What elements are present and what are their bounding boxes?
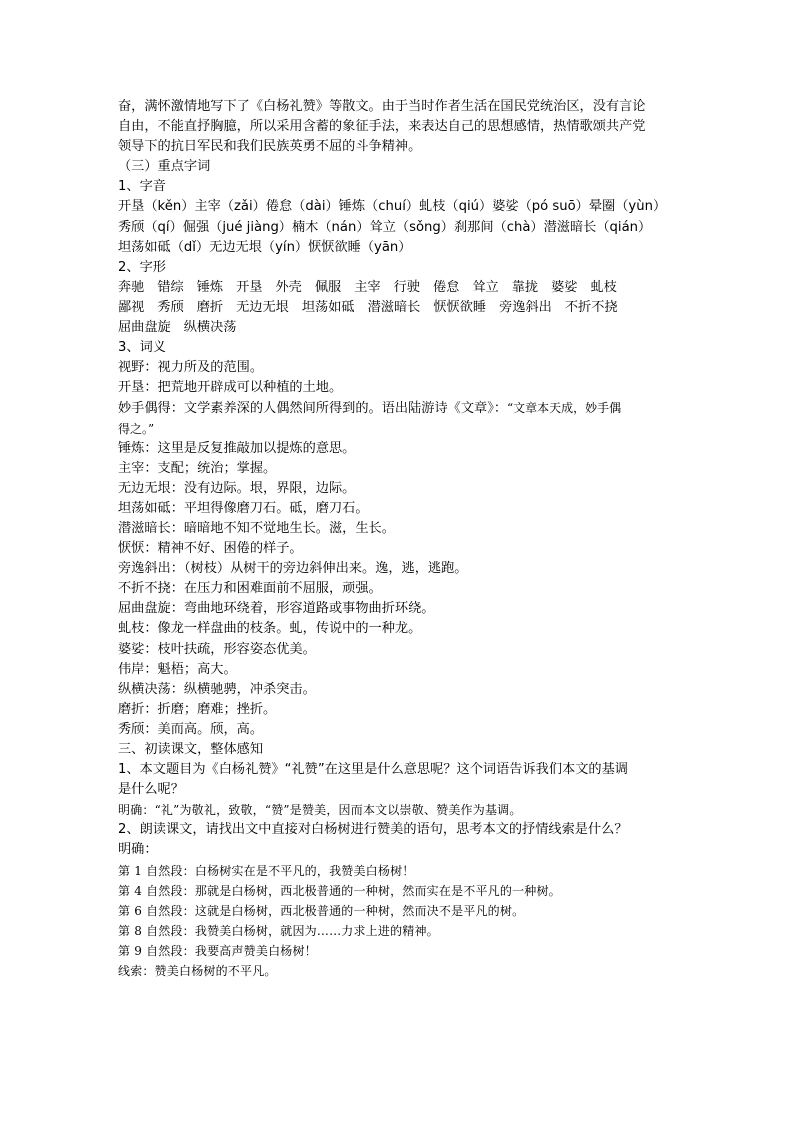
glyph-word: 潜滋暗长: [367, 299, 421, 315]
subheading-pronunciation: 1、字音: [118, 179, 166, 195]
answer-2-label: 明确：: [118, 842, 158, 858]
meaning-entry: 无边无垠：没有边际。垠，界限，边际。: [118, 480, 356, 496]
glyph-word: 纵横决荡: [183, 320, 237, 336]
glyph-word: 旁逸斜出: [499, 299, 552, 315]
glyph-word: 坦荡如砥: [301, 299, 355, 315]
meaning-entry: 坦荡如砥：平坦得像磨刀石。砥，磨刀石。: [118, 500, 369, 516]
glyph-word: 行驶: [393, 279, 420, 295]
meaning-entry: 旁逸斜出：（树枝）从树干的旁边斜伸出来。逸，逃，逃跑。: [118, 561, 468, 577]
subheading-meanings: 3、词义: [118, 340, 166, 356]
meaning-entry: 开垦：把荒地开辟成可以种植的土地。: [118, 380, 343, 396]
meaning-entry: 恹恹：精神不好、困倦的样子。: [118, 541, 303, 557]
pronunciation-line: 开垦（kěn）主宰（zǎi）倦怠（dài）锤炼（chuí）虬枝（qiú）婆娑（pó suō）晕圈（yùn）: [118, 199, 667, 215]
meaning-entry: 不折不挠：在压力和困难面前不屈服，顽强。: [118, 581, 382, 597]
glyph-word: 主宰: [354, 279, 381, 295]
glyph-row: [118, 298, 684, 318]
answer-1: 明确：“礼”为敬礼，致敬，“赞”是赞美，因而本文以崇敬、赞美作为基调。: [118, 803, 522, 818]
section-heading: 三、初读课文，整体感知: [118, 742, 264, 757]
glyph-word: 无边无垠: [236, 299, 289, 315]
section-heading: （三）重点字词: [118, 159, 211, 175]
poem-quote: “文章本天成，妙手偶: [507, 401, 622, 416]
meaning-entry: 潜滋暗长：暗暗地不知不觉地生长。滋，生长。: [118, 520, 395, 536]
pronunciation-line: 坦荡如砥（dǐ）无边无垠（yín）恹恹欲睡（yān）: [118, 239, 412, 255]
question-2: 2、朗读课文，请找出文中直接对白杨树进行赞美的语句，思考本文的抒情线索是什么？: [118, 822, 628, 838]
question-1-continued: 是什么呢？: [118, 782, 184, 798]
meaning-entry: 主宰：支配；统治；掌握。: [118, 460, 277, 476]
glyph-row: [118, 318, 684, 338]
meaning-text: 妙手偶得：文学素养深的人偶然间所得到的。语出陆游诗《文章》：: [118, 401, 508, 417]
paragraph-quote: 第 9 自然段：我要高声赞美白杨树！: [118, 943, 317, 958]
paragraph-quote: 第 6 自然段：这就是白杨树，西北极普通的一种树，然而决不是平凡的树。: [118, 903, 525, 918]
meaning-entry: 视野：视力所及的范围。: [118, 360, 264, 376]
meaning-entry: 纵横决荡：纵横驰骋，冲杀突击。: [118, 681, 316, 697]
document-page: [118, 97, 684, 981]
glyph-word: 磨折: [196, 299, 224, 315]
glyph-word: 恹恹欲睡: [433, 299, 487, 315]
poem-quote-continued: 得之。”: [118, 421, 155, 436]
meaning-entry: 婆娑：枝叶扶疏，形容姿态优美。: [118, 641, 316, 657]
intro-line: 奋，满怀激情地写下了《白杨礼赞》等散文。由于当时作者生活在国民党统治区，没有言论: [118, 99, 646, 114]
glyph-row: [118, 278, 684, 298]
glyph-word: 秀颀: [157, 299, 184, 315]
glyph-word: 婆娑: [551, 279, 578, 295]
paragraph-quote: 第 1 自然段：白杨树实在是不平凡的，我赞美白杨树！: [118, 863, 415, 878]
glyph-word: 开垦: [236, 279, 263, 295]
meaning-entry: 屈曲盘旋：弯曲地环绕着，形容道路或事物曲折环绕。: [118, 601, 435, 617]
glyph-word: 佩服: [314, 279, 342, 295]
meaning-entry: 虬枝：像龙一样盘曲的枝条。虬，传说中的一种龙。: [118, 621, 422, 637]
meaning-entry: 磨折：折磨；磨难；挫折。: [118, 701, 277, 717]
intro-line: 领导下的抗日军民和我们民族英勇不屈的斗争精神。: [118, 139, 422, 155]
glyph-word: 倦怠: [433, 279, 460, 295]
paragraph-quote: 第 4 自然段：那就是白杨树，西北极普通的一种树，然而实在是不平凡的一种树。: [118, 883, 561, 898]
question-1: 1、本文题目为《白杨礼赞》“礼赞”在这里是什么意思呢？这个词语告诉我们本文的基调: [118, 762, 628, 778]
meaning-entry: 伟岸：魁梧；高大。: [118, 661, 237, 677]
meaning-entry: 锤炼：这里是反复推敲加以提炼的意思。: [118, 440, 356, 456]
glyph-word: 锤炼: [196, 279, 224, 295]
meaning-entry: 秀颀：美而高。颀，高。: [118, 721, 264, 737]
meaning-entry: [118, 398, 684, 418]
glyph-word: 屈曲盘旋: [118, 320, 171, 336]
subheading-glyphs: 2、字形: [118, 259, 166, 275]
pronunciation-line: 秀颀（qí）倔强（jué jiàng）楠木（nán）耸立（sǒng）刹那间（chà）潜滋暗长（qián）: [118, 219, 652, 235]
glyph-word: 外壳: [275, 279, 302, 295]
glyph-word: 耸立: [472, 279, 499, 295]
glyph-word: 奔驰: [118, 279, 145, 295]
glyph-word: 鄙视: [118, 299, 145, 315]
glyph-word: 靠拢: [511, 279, 539, 295]
paragraph-quote: 第 8 自然段：我赞美白杨树，就因为……力求上进的精神。: [118, 923, 439, 938]
glyph-word: 错综: [157, 279, 184, 295]
glyph-word: 虬枝: [590, 279, 617, 295]
clue-summary: 线索：赞美白杨树的不平凡。: [118, 964, 277, 979]
glyph-word: 不折不挠: [564, 299, 618, 315]
intro-line: 自由，不能直抒胸臆，所以采用含蓄的象征手法，来表达自己的思想感情，热情歌颂共产党: [118, 119, 646, 135]
